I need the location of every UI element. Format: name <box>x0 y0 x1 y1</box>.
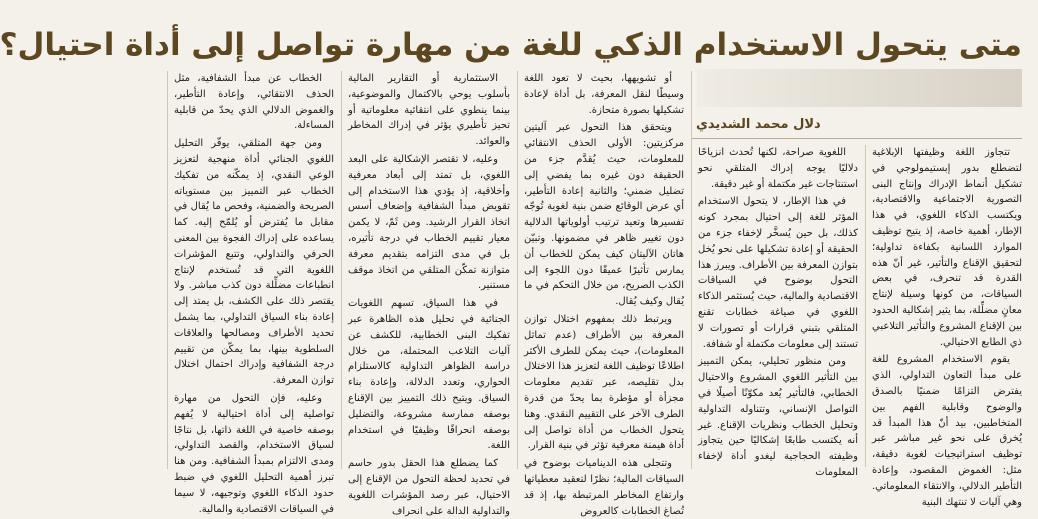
paragraph: يقوم الاستخدام المشروع للغة على مبدأ التعاون التداولي، الذي يفترض التزامًا ضمنيًا بالصدق والوضوح وقابلية الفهم بين المتخاطبين، بيد أنّ هذا المبدأ قد يُخرق على نحو غير مباشر عبر توظيف استراتيجيات لغوية دقيقة، مثل: الغموض المقصود، وإعادة التأطير الدلالي، والانتقاء المعلوماتي. وهي آليات لا تنتهك البنية <box>872 354 1022 508</box>
paragraph: كما يضطلع هذا الحقل بدور حاسم في تحديد لحظة التحول من الإقناع إلى الاحتيال، عبر رصد المؤشرات اللغوية والتداولية الدالة على انحراف <box>348 458 510 517</box>
article-column-1 <box>872 145 1022 508</box>
article-column-5 <box>174 71 334 515</box>
article-column-3 <box>524 71 684 517</box>
column-divider <box>167 71 168 469</box>
paragraph: ويتحقق هذا التحول عبر آليتين مركزيتين: الأولى الحذف الانتقائي للمعلومات، حيث يُقدَّم جزء من الحقيقة دون غيره بما يفضي إلى تضليل ضمني؛ والثانية إعادة التأطير، أي عرض الوقائع ضمن بنية لغوية تُوجّه تفسيرها وتعيد ترتيب أولوياتها الدلالية دون تغيير ظاهر في مضمونها. وتبيّن هاتان الآليتان كيف يمكن للخطاب أن يمارس تأثيرًا عميقًا دون اللجوء إلى الكذب الصريح، من خلال التحكم في ما يُقال وكيف يُقال. <box>524 122 684 308</box>
column-divider <box>865 145 866 467</box>
paragraph: الخطاب عن مبدأ الشفافية، مثل الحذف الانتقائي، وإعادة التأطير، والغموض الدلالي الذي يحدّ من قابلية المساءلة. <box>174 73 334 132</box>
column-divider <box>341 71 342 469</box>
column-divider <box>691 71 692 469</box>
article-column-4 <box>348 71 510 517</box>
article-headline: متى يتحول الاستخدام الذكي للغة من مهارة تواصل إلى أداة احتيال؟ <box>0 26 1022 63</box>
byline-banner <box>697 69 1022 107</box>
author-byline: دلال محمد الشديدي <box>696 117 821 132</box>
paragraph: وعليه، لا تقتصر الإشكالية على البعد اللغوي، بل تمتد إلى أبعاد معرفية وأخلاقية، إذ يؤدي هذا الاستخدام إلى تقويض مبدأ الشفافية وإضعاف أسس اتخاذ القرار الرشيد. ومن ثَمّ، لا يكمن معيار تقييم الخطاب في درجة تأثيره، بل في مدى التزامه بتقديم معرفة متوازنة تمكّن المتلقي من اتخاذ موقف مستنير. <box>348 153 510 292</box>
paragraph: ومن جهة المتلقي، يوفّر التحليل اللغوي الجنائي أداة منهجية لتعزيز الوعي النقدي، إذ يمكّنه من تفكيك الخطاب عبر التمييز بين مستوياته الصريحة والضمنية، وفحص ما يُقال في مقابل ما يُفترض أو يُلمّح إليه. كما يساعده على إدراك الفجوة بين المعنى الحرفي والتداولي، وتتبع المؤشرات اللغوية التي قد تُستخدم لإنتاج انطباعات مضلِّلة دون كذب مباشر. ولا يقتصر ذلك على الكشف، بل يمتد إلى إعادة بناء السياق التداولي، بما يشمل تحديد الأطراف ومصالحها والعلاقات السلطوية بينها، بما يمكّن من تقييم درجة الشفافية وإدراك احتمال اختلال توازن المعرفة. <box>174 138 334 387</box>
paragraph: وعليه، فإن التحول من مهارة تواصلية إلى أداة احتيالية لا يُفهم بوصفه خاصية في اللغة ذاتها، بل نتاجًا لسياق الاستخدام، والقصد التداولي، ومدى الالتزام بمبدأ الشفافية. ومن هنا تبرز أهمية التحليل اللغوي في ضبط حدود الذكاء اللغوي وتوجيهه، لا سيما في السياقات الاقتصادية والمالية. <box>174 392 334 515</box>
paragraph: الاستثمارية أو التقارير المالية بأسلوب يوحي بالاكتمال والموضوعية، بينما ينطوي على انتقائية معلوماتية أو تحيز تأطيري يؤثر في إدراك المخاطر والعوائد. <box>348 73 510 148</box>
paragraph: ويرتبط ذلك بمفهوم اختلال توازن المعرفة بين الأطراف (عدم تماثل المعلومات)، حيث يمكن للطرف الأكثر اطلاعًا توظيف اللغة لتعزيز هذا الاختلال بدل تقليصه، عبر تقديم معلومات مجزأة أو مؤطرة بما يحدّ من قدرة الطرف الآخر على التقييم النقدي. وهنا يتحول الخطاب من أداة تواصل إلى أداة هيمنة معرفية تؤثر في بنية القرار. <box>524 313 684 452</box>
paragraph: في هذا السياق، تسهم اللغويات الجنائية في تحليل هذه الظاهرة عبر تفكيك البنى الخطابية، للكشف عن آليات التلاعب المحتملة، من خلال دراسة الظواهر التداولية كالاستلزام الحواري، وتعدد الدلالة، وإعادة بناء السياق. ويتيح ذلك التمييز بين الإقناع بوصفه ممارسة مشروعة، والتضليل بوصفه انحرافًا وظيفيًا في استخدام اللغة. <box>348 298 510 452</box>
paragraph: تتجاوز اللغة وظيفتها الإبلاغية لتضطلع بدور إبستيمولوجي في تشكيل أنماط الإدراك وإنتاج البنى التصورية الاجتماعية والاقتصادية، ويكتسب الذكاء اللغوي، في هذا الإطار، أهمية خاصة، إذ يتيح توظيف الموارد اللسانية بكفاءة تداولية؛ لتحقيق الإقناع والتأثير، غير أنّ هذه القدرة قد تنحرف، في بعض السياقات، من كونها وسيلة لإنتاج معانٍ مضلِّلة، بما يثير إشكالية الحدود بين الإقناع المشروع والتأثير التلاعبي ذي الطابع الاحتيالي. <box>872 147 1022 348</box>
column-divider <box>517 71 518 469</box>
paragraph: وتتجلى هذه الديناميات بوضوح في السياقات المالية؛ نظرًا لتعقيد معطياتها وارتفاع المخاطر المرتبطة بها، إذ قد تُصاغ الخطابات كالعروض <box>524 458 684 517</box>
paragraph: ومن منظور تحليلي، يمكن التمييز بين التأثير اللغوي المشروع والاحتيال الخطابي، فالتأثير يُعد مكوّنًا أصيلًا في التواصل الإنساني، وتتناوله التداولية وتحليل الخطاب ونظريات الإقناع. غير أنه يكتسب طابعًا إشكاليًا حين يتجاوز وظيفته الحجاجية ليغدو أداة لإخفاء المعلومات <box>698 356 858 478</box>
paragraph: اللغوية صراحة، لكنها تُحدث انزياحًا دلاليًا يوجه إدراك المتلقي نحو استنتاجات غير مكتملة أو غير دقيقة. <box>698 147 858 190</box>
article-column-2 <box>698 145 858 478</box>
byline-divider <box>692 138 1022 139</box>
paragraph: أو تشويهها، بحيث لا تعود اللغة وسيطًا لنقل المعرفة، بل أداة لإعادة تشكيلها بصورة متحازة. <box>524 73 684 116</box>
paragraph: في هذا الإطار، لا يتحول الاستخدام المؤثر للغة إلى احتيال بمجرد كونه كذلك، بل حين يُسخَّر لإخفاء جزء من الحقيقة أو إعادة تشكيلها على نحو يُخل بتوازن المعرفة بين الأطراف. ويبرز هذا التحول بوضوح في السياقات الاقتصادية والمالية، حيث يُستثمر الذكاء اللغوي في صياغة خطابات تقنع المتلقي بتبني قرارات أو تصورات لا تستند إلى معلومات مكتملة أو شفافة. <box>698 196 858 350</box>
